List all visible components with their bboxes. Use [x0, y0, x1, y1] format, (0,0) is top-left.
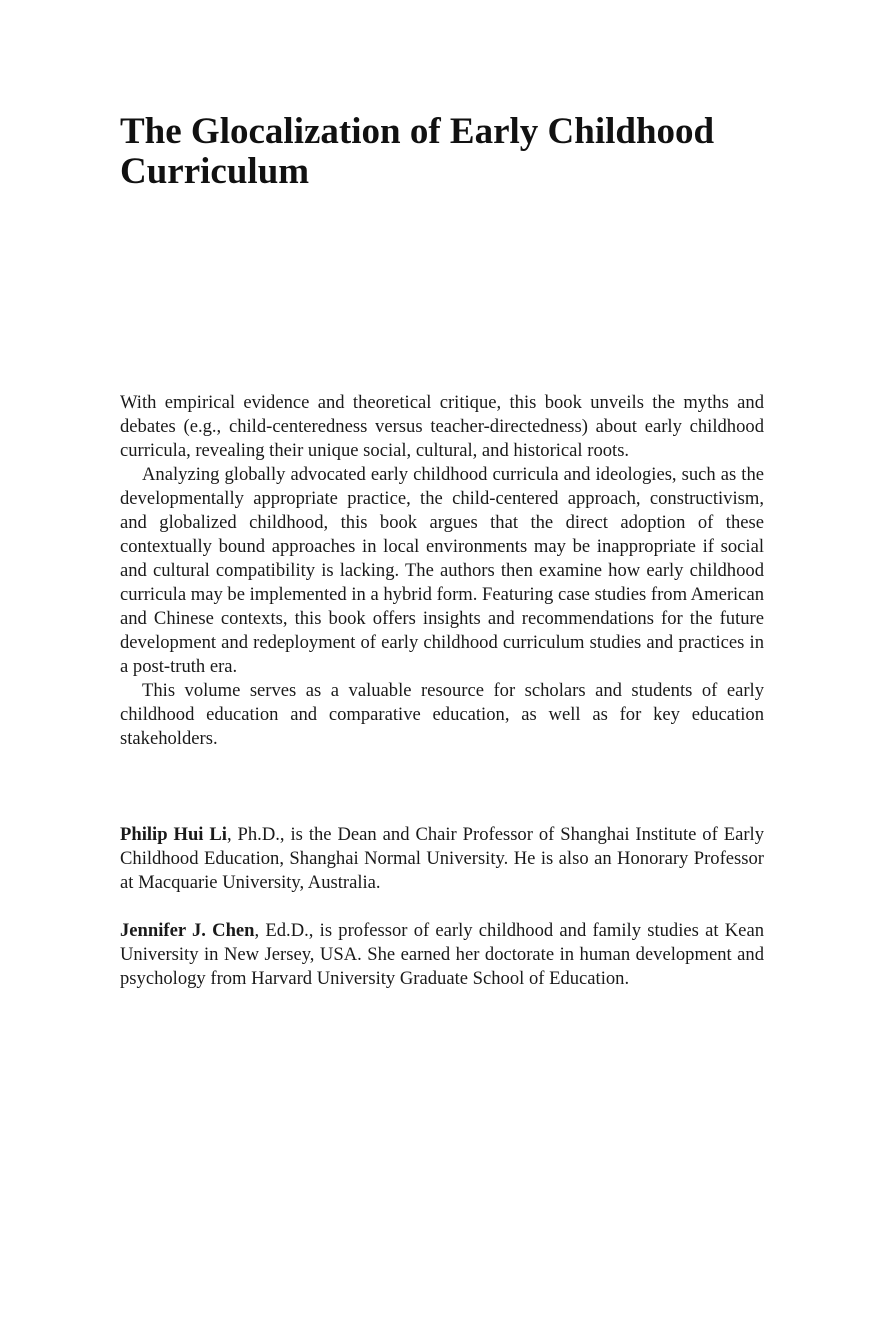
author-name: Philip Hui Li: [120, 824, 227, 845]
author-bio-text: , Ed.D., is professor of early childhood and family studies at Kean University in New Jersey, USA. She earned her doctorate in human development and psychology from Harvard University Graduate School of Education.: [120, 920, 764, 989]
author-name: Jennifer J. Chen: [120, 920, 255, 941]
description-paragraph: This volume serves as a valuable resource for scholars and students of early childhood education and comparative education, as well as for key education stakeholders.: [120, 680, 764, 749]
description-paragraph: With empirical evidence and theoretical critique, this book unveils the myths and debates (e.g., child-centeredness versus teacher-directedness) about early childhood curricula, revealing their unique social, cultural, and historical roots.: [120, 392, 764, 461]
author-bio: [120, 823, 764, 895]
book-title: The Glocalization of Early Childhood Curriculum: [120, 111, 715, 192]
author-bio: [120, 919, 764, 991]
description-paragraph: Analyzing globally advocated early childhood curricula and ideologies, such as the developmentally appropriate practice, the child-centered approach, constructivism, and globalized childhood, this book argues that the direct adoption of these contextually bound approaches in local environments may be inappropriate if social and cultural compatibility is lacking. The authors then examine how early childhood curricula may be implemented in a hybrid form. Featuring case studies from American and Chinese contexts, this book offers insights and recommendations for the future development and redeployment of early childhood curriculum studies and practices in a post-truth era.: [120, 464, 764, 677]
book-description: [120, 391, 764, 751]
author-bio-text: , Ph.D., is the Dean and Chair Professor of Shanghai Institute of Early Childhood Education, Shanghai Normal University. He is also an Honorary Professor at Macquarie University, Australia.: [120, 824, 764, 893]
